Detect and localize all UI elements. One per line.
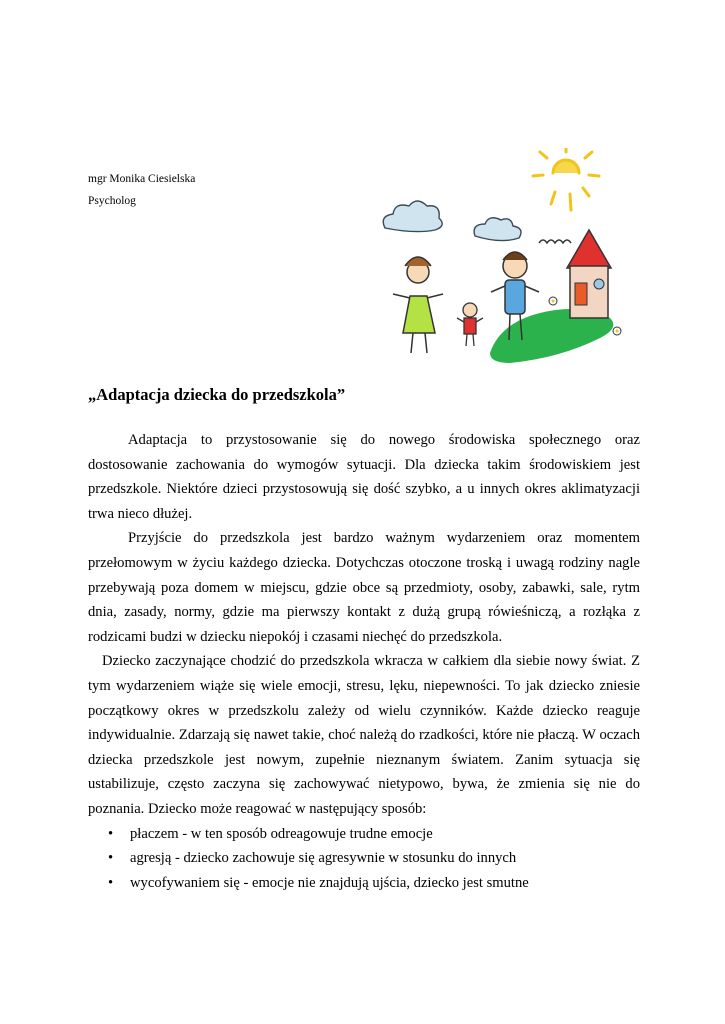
author-block [88, 168, 195, 212]
bullet-icon: • [108, 874, 114, 891]
paragraph: Adaptacja to przystosowanie się do nowego środowiska społecznego oraz dostosowanie zachowania do wymogów sytuacji. Dla dziecka takim środowiskiem jest przedszkole. Niektóre dzieci przystosowują się dość szybko, a u innych okres aklimatyzacji trwa nieco dłużej. [88, 432, 640, 522]
cloud-icon [474, 218, 521, 241]
list-item [88, 822, 640, 847]
list-item-text: wycofywaniem się - emocje nie znajdują ujścia, dziecko jest smutne [130, 874, 529, 891]
child-family-house-drawing-icon [375, 148, 637, 366]
author-role: Psycholog [88, 195, 136, 207]
paragraph: Przyjście do przedszkola jest bardzo ważnym wydarzeniem oraz momentem przełomowym w życiu każdego dziecka. Dotychczas otoczone troską i uwagą rodziny nagle przebywają poza domem w miejscu, gdzie obce są przedmioty, osoby, zabawki, sale, rytm dnia, zasady, normy, gdzie ma pierwszy kontakt z dużą grupą rówieśniczą, a rozłąka z rodzicami budzi w dziecku niepokój i czasami niechęć do przedszkola. [88, 530, 640, 645]
cloud-icon [383, 201, 442, 232]
list-item-text: agresją - dziecko zachowuje się agresywnie w stosunku do innych [130, 850, 517, 867]
house-icon [567, 230, 611, 318]
sun-icon [533, 148, 599, 210]
author-name: mgr Monika Ciesielska [88, 173, 196, 185]
bullet-icon: • [108, 850, 114, 867]
mother-figure-icon [393, 257, 443, 353]
list-item [88, 846, 640, 871]
list-item-text: płaczem - w ten sposób odreagowuje trudne emocje [130, 825, 433, 842]
document-body [88, 428, 640, 895]
reaction-list [88, 822, 640, 896]
child-figure-icon [457, 303, 483, 346]
list-item [88, 871, 640, 896]
paragraph: Dziecko zaczynające chodzić do przedszkola wkracza w całkiem dla siebie nowy świat. Z tym wydarzeniem wiąże się wiele emocji, stresu, lęku, niepewności. To jak dziecko zniesie początkowy okres w przedszkolu zależy od wielu czynników. Każde dziecko reaguje indywidualnie. Zdarzają się nawet takie, choć należą do rzadkości, które nie płaczą. W oczach dziecka przedszkole jest nowym, zupełnie nieznanym światem. Zanim sytuacja się ustabilizuje, często zaczyna się zachowywać nietypowo, bywa, że zmienia się nie do poznania. Dziecko może reagować w następujący sposób: [88, 653, 640, 817]
bullet-icon: • [108, 825, 114, 842]
document-title: „Adaptacja dziecka do przedszkola” [88, 385, 346, 404]
